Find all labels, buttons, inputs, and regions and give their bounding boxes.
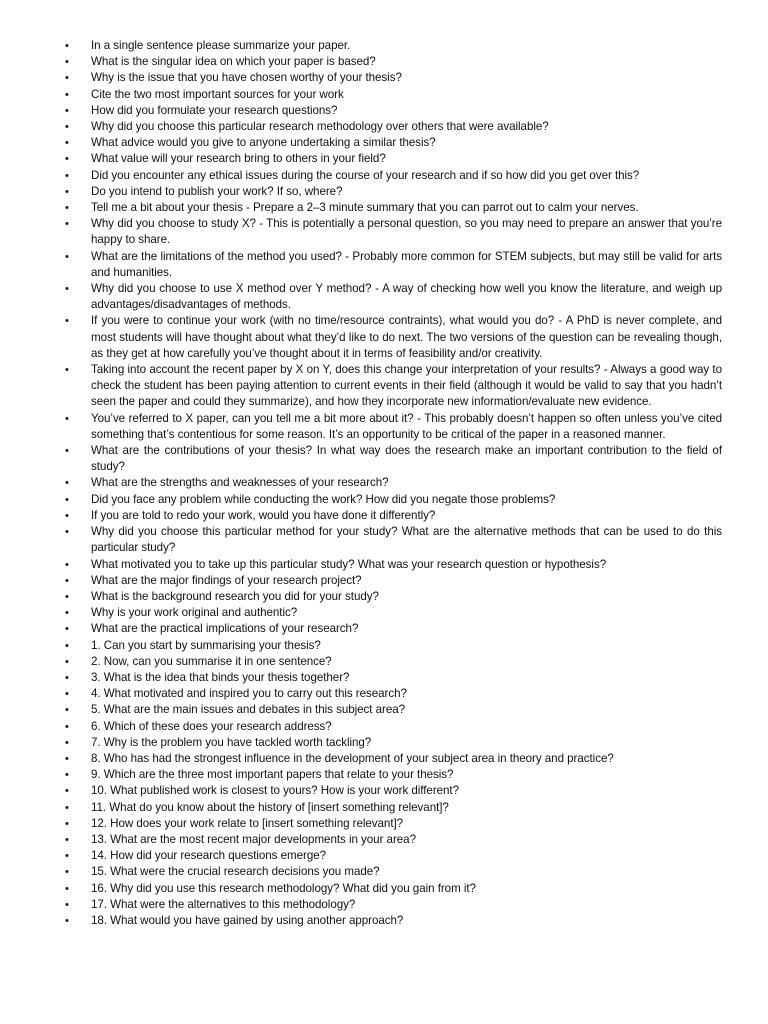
question-item: • 7. Why is the problem you have tackled worth tackling? <box>0 735 768 751</box>
question-item: • 9. Which are the three most important papers that relate to your thesis? <box>0 767 768 783</box>
question-item: • 17. What were the alternatives to this methodology? <box>0 897 768 913</box>
question-item: • 18. What would you have gained by using another approach? <box>0 913 768 929</box>
question-item: • What are the limitations of the method you used? - Probably more common for STEM subjects, but may still be valid for arts and humanities. <box>0 249 768 281</box>
question-item: • 15. What were the crucial research decisions you made? <box>0 864 768 880</box>
question-item: • 1. Can you start by summarising your thesis? <box>0 638 768 654</box>
question-item: • Did you face any problem while conducting the work? How did you negate those problems? <box>0 492 768 508</box>
question-list <box>0 38 768 929</box>
question-item: • 4. What motivated and inspired you to carry out this research? <box>0 686 768 702</box>
question-item: • 6. Which of these does your research address? <box>0 719 768 735</box>
question-item: • What motivated you to take up this particular study? What was your research question or hypothesis? <box>0 557 768 573</box>
question-item: • 10. What published work is closest to yours? How is your work different? <box>0 783 768 799</box>
question-item: • 12. How does your work relate to [insert something relevant]? <box>0 816 768 832</box>
question-item: • 11. What do you know about the history of [insert something relevant]? <box>0 800 768 816</box>
question-item: • Tell me a bit about your thesis - Prepare a 2–3 minute summary that you can parrot out to calm your nerves. <box>0 200 768 216</box>
question-item: • What value will your research bring to others in your field? <box>0 151 768 167</box>
question-item: • Why is the issue that you have chosen worthy of your thesis? <box>0 70 768 86</box>
question-item: • What are the practical implications of your research? <box>0 621 768 637</box>
question-item: • Do you intend to publish your work? If so, where? <box>0 184 768 200</box>
question-item: • Did you encounter any ethical issues during the course of your research and if so how did you get over this? <box>0 168 768 184</box>
question-item: • In a single sentence please summarize your paper. <box>0 38 768 54</box>
question-item: • 5. What are the main issues and debates in this subject area? <box>0 702 768 718</box>
question-item: • 16. Why did you use this research methodology? What did you gain from it? <box>0 881 768 897</box>
question-item: • 2. Now, can you summarise it in one sentence? <box>0 654 768 670</box>
question-item: • Why did you choose to study X? - This is potentially a personal question, so you may need to prepare an answer that you’re happy to share. <box>0 216 768 248</box>
question-item: • How did you formulate your research questions? <box>0 103 768 119</box>
question-item: • Why did you choose this particular research methodology over others that were available? <box>0 119 768 135</box>
question-item: • What is the singular idea on which your paper is based? <box>0 54 768 70</box>
question-item: • If you are told to redo your work, would you have done it differently? <box>0 508 768 524</box>
question-item: • Why did you choose this particular method for your study? What are the alternative methods that can be used to do this particular study? <box>0 524 768 556</box>
question-item: • What are the major findings of your research project? <box>0 573 768 589</box>
question-item: • 3. What is the idea that binds your thesis together? <box>0 670 768 686</box>
question-item: • Why did you choose to use X method over Y method? - A way of checking how well you know the literature, and weigh up advantages/disadvantages of methods. <box>0 281 768 313</box>
question-item: • 8. Who has had the strongest influence in the development of your subject area in theory and practice? <box>0 751 768 767</box>
question-item: • If you were to continue your work (with no time/resource contraints), what would you do? - A PhD is never complete, and most students will have thought about what they’d like to do next. The two versions of the question can be revealing though, as they get at how carefully you’ve thought about it in terms of feasibility and/or creativity. <box>0 313 768 362</box>
question-item: • What is the background research you did for your study? <box>0 589 768 605</box>
question-item: • Why is your work original and authentic? <box>0 605 768 621</box>
question-item: • Taking into account the recent paper by X on Y, does this change your interpretation of your results? - Always a good way to check the student has been paying attention to current events in their field (although it would be valid to say that you hadn’t seen the paper and could they summarize), and how they incorporate new information/evaluate new evidence. <box>0 362 768 411</box>
question-item: • You’ve referred to X paper, can you tell me a bit more about it? - This probably doesn’t happen so often unless you’ve cited something that’s contentious for some reason. It’s an opportunity to be critical of the paper in a reasoned manner. <box>0 411 768 443</box>
question-item: • Cite the two most important sources for your work <box>0 87 768 103</box>
question-item: • 14. How did your research questions emerge? <box>0 848 768 864</box>
question-item: • What are the contributions of your thesis? In what way does the research make an important contribution to the field of study? <box>0 443 768 475</box>
question-item: • What advice would you give to anyone undertaking a similar thesis? <box>0 135 768 151</box>
question-item: • 13. What are the most recent major developments in your area? <box>0 832 768 848</box>
question-item: • What are the strengths and weaknesses of your research? <box>0 475 768 491</box>
